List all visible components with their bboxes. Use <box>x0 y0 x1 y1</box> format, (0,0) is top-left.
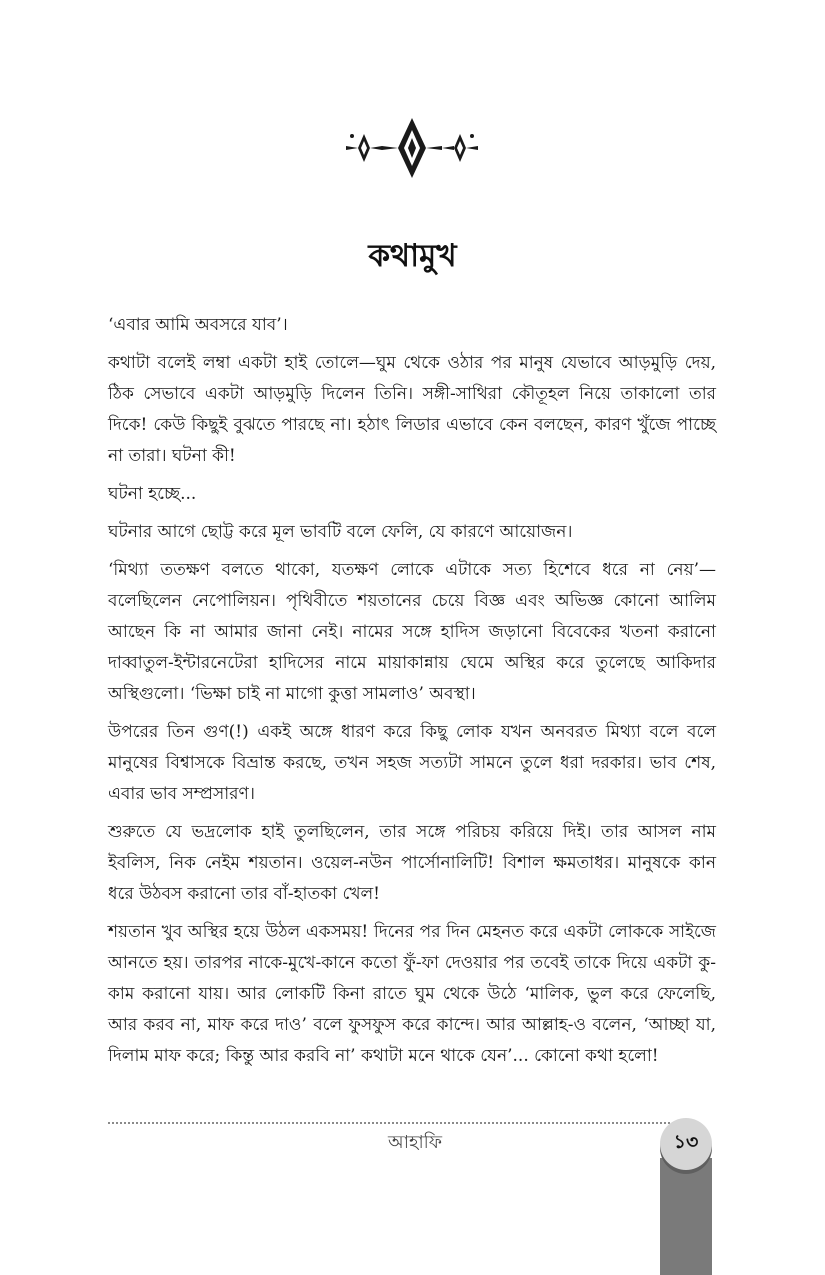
page-number: ১৩ <box>660 1118 712 1170</box>
footer-divider <box>108 1122 698 1124</box>
ornament-icon <box>342 116 482 180</box>
paragraph: ঘটনা হচ্ছে... <box>108 484 197 504</box>
paragraph: উপরের তিন গুণ(!) একই অঙ্গে ধারণ করে কিছু লোক যখন অনবরত মিথ্যা বলে বলে মানুষের বিশ্বাসকে বিভ্রান্ত করছে, তখন সহজ সত্যটা সামনে তুলে ধরা দরকার। ভাব শেষ, এবার ভাব সম্প্রসারণ। <box>108 722 716 804</box>
chapter-title: কথামুখ <box>368 238 457 274</box>
page-tab <box>660 1158 712 1275</box>
paragraph: শুরুতে যে ভদ্রলোক হাই তুলছিলেন, তার সঙ্গে পরিচয় করিয়ে দিই। তার আসল নাম ইবলিস, নিক নেইম শয়তান। ওয়েল-নউন পার্সোনালিটি! বিশাল ক্ষমতাধর। মানুষকে কান ধরে উঠবস করানো তার বাঁ-হাতকা খেল! <box>108 822 716 904</box>
body-text <box>108 310 716 1079</box>
paragraph: কথাটা বলেই লম্বা একটা হাই তোলে—ঘুম থেকে ওঠার পর মানুষ যেভাবে আড়মুড়ি দেয়, ঠিক সেভাবে একটা আড়মুড়ি দিলেন তিনি। সঙ্গী-সাথিরা কৌতূহল নিয়ে তাকালো তার দিকে! কেউ কিছুই বুঝতে পারছে না। হঠাৎ লিডার এভাবে কেন বলছেন, কারণ খুঁজে পাচ্ছে না তারা। ঘটনা কী! <box>108 353 716 466</box>
paragraph: শয়তান খুব অস্থির হয়ে উঠল একসময়! দিনের পর দিন মেহনত করে একটা লোককে সাইজে আনতে হয়। তারপর নাকে-মুখে-কানে কতো ফুঁ-ফা দেওয়ার পর তবেই তাকে দিয়ে একটা কু-কাম করানো যায়। আর লোকটি কিনা রাতে ঘুম থেকে উঠে ‘মালিক, ভুল করে ফেলেছি, আর করব না, মাফ করে দাও’ বলে ফুসফুস করে কান্দে। আর আল্লাহ-ও বলেন, ‘আচ্ছা যা, দিলাম মাফ করে; কিন্তু আর করবি না’ কথাটা মনে থাকে যেন’... কোনো কথা হলো! <box>108 922 716 1066</box>
running-head: আহাফি <box>388 1132 442 1153</box>
paragraph: ‘এবার আমি অবসরে যাব’। <box>108 315 288 335</box>
paragraph: ঘটনার আগে ছোট্ট করে মূল ভাবটি বলে ফেলি, যে কারণে আয়োজন। <box>108 522 573 542</box>
paragraph: ‘মিথ্যা ততক্ষণ বলতে থাকো, যতক্ষণ লোকে এটাকে সত্য হিশেবে ধরে না নেয়’—বলেছিলেন নেপোলিয়ন। পৃথিবীতে শয়তানের চেয়ে বিজ্ঞ এবং অভিজ্ঞ কোনো আলিম আছেন কি না আমার জানা নেই। নামের সঙ্গে হাদিস জড়ানো বিবেকের খতনা করানো দাব্বাতুল-ইন্টারনেটেরা হাদিসের নামে মায়াকান্নায় ঘেমে অস্থির করে তুলেছে আকিদার অস্থিগুলো। ‘ভিক্ষা চাই না মাগো কুত্তা সামলাও’ অবস্থা। <box>108 560 716 704</box>
